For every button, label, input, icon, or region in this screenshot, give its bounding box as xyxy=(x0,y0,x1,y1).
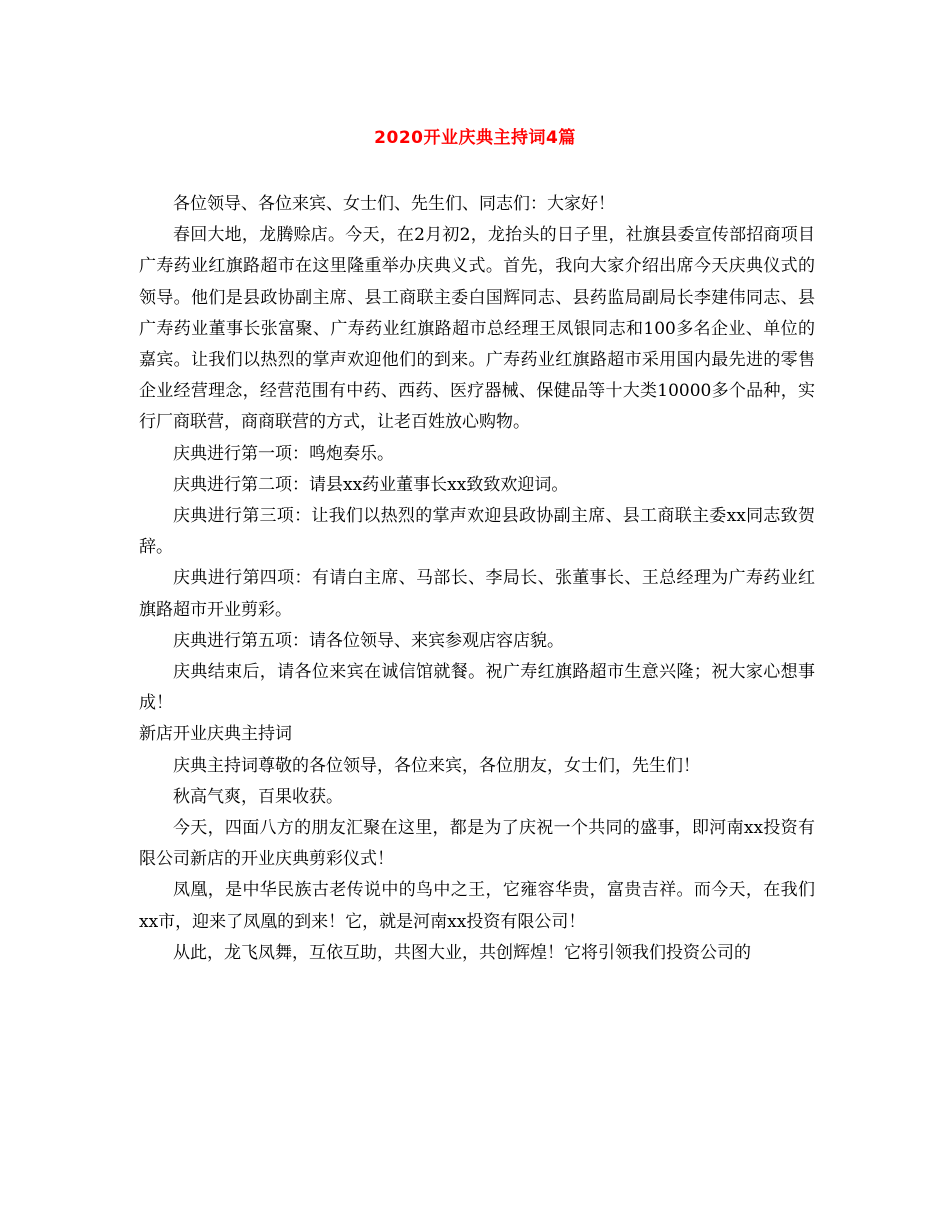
ceremony-item-1: 庆典进行第一项：鸣炮奏乐。 xyxy=(173,443,394,464)
ceremony-item-4: 庆典进行第四项：有请白主席、马部长、李局长、张董事长、王总经理为广寿药业红旗路超市开业剪彩。 xyxy=(139,568,815,620)
document-body xyxy=(139,189,815,969)
phoenix-paragraph: 凤凰，是中华民族古老传说中的鸟中之王，它雍容华贵，富贵吉祥。而今天，在我们xx市，迎来了凤凰的到来！它，就是河南xx投资有限公司！ xyxy=(139,880,815,932)
ceremony-item-2: 庆典进行第二项：请县xx药业董事长xx致致欢迎词。 xyxy=(173,474,569,495)
greeting-paragraph: 各位领导、各位来宾、女士们、先生们、同志们：大家好！ xyxy=(173,194,615,214)
season-paragraph: 秋高气爽，百果收获。 xyxy=(173,786,343,807)
future-paragraph: 从此，龙飞凤舞，互依互助，共图大业，共创辉煌！它将引领我们投资公司的 xyxy=(173,942,751,963)
closing-paragraph: 庆典结束后，请各位来宾在诚信馆就餐。祝广寿红旗路超市生意兴隆；祝大家心想事成！ xyxy=(139,662,815,714)
ceremony-item-5: 庆典进行第五项：请各位领导、来宾参观店容店貌。 xyxy=(173,630,564,651)
document-title: 2020开业庆典主持词4篇 xyxy=(374,128,576,148)
second-greeting-paragraph: 庆典主持词尊敬的各位领导，各位来宾，各位朋友，女士们，先生们！ xyxy=(173,755,700,776)
intro-paragraph: 春回大地，龙腾赊店。今天，在2月初2，龙抬头的日子里，社旗县委宣传部招商项目广寿药业红旗路超市在这里隆重举办庆典义式。首先，我向大家介绍出席今天庆典仪式的领导。他们是县政协副主席、县工商联主委白国辉同志、县药监局副局长李建伟同志、县广寿药业董事长张富聚、广寿药业红旗路超市总经理王凤银同志和100多名企业、单位的嘉宾。让我们以热烈的掌声欢迎他们的到来。广寿药业红旗路超市采用国内最先进的零售企业经营理念，经营范围有中药、西药、医疗器械、保健品等十大类10000多个品种，实行厂商联营，商商联营的方式，让老百姓放心购物。 xyxy=(139,225,815,433)
gathering-paragraph: 今天，四面八方的朋友汇聚在这里，都是为了庆祝一个共同的盛事，即河南xx投资有限公司新店的开业庆典剪彩仪式！ xyxy=(139,818,815,870)
section-heading: 新店开业庆典主持词 xyxy=(139,724,292,745)
ceremony-item-3: 庆典进行第三项：让我们以热烈的掌声欢迎县政协副主席、县工商联主委xx同志致贺辞。 xyxy=(139,506,815,558)
